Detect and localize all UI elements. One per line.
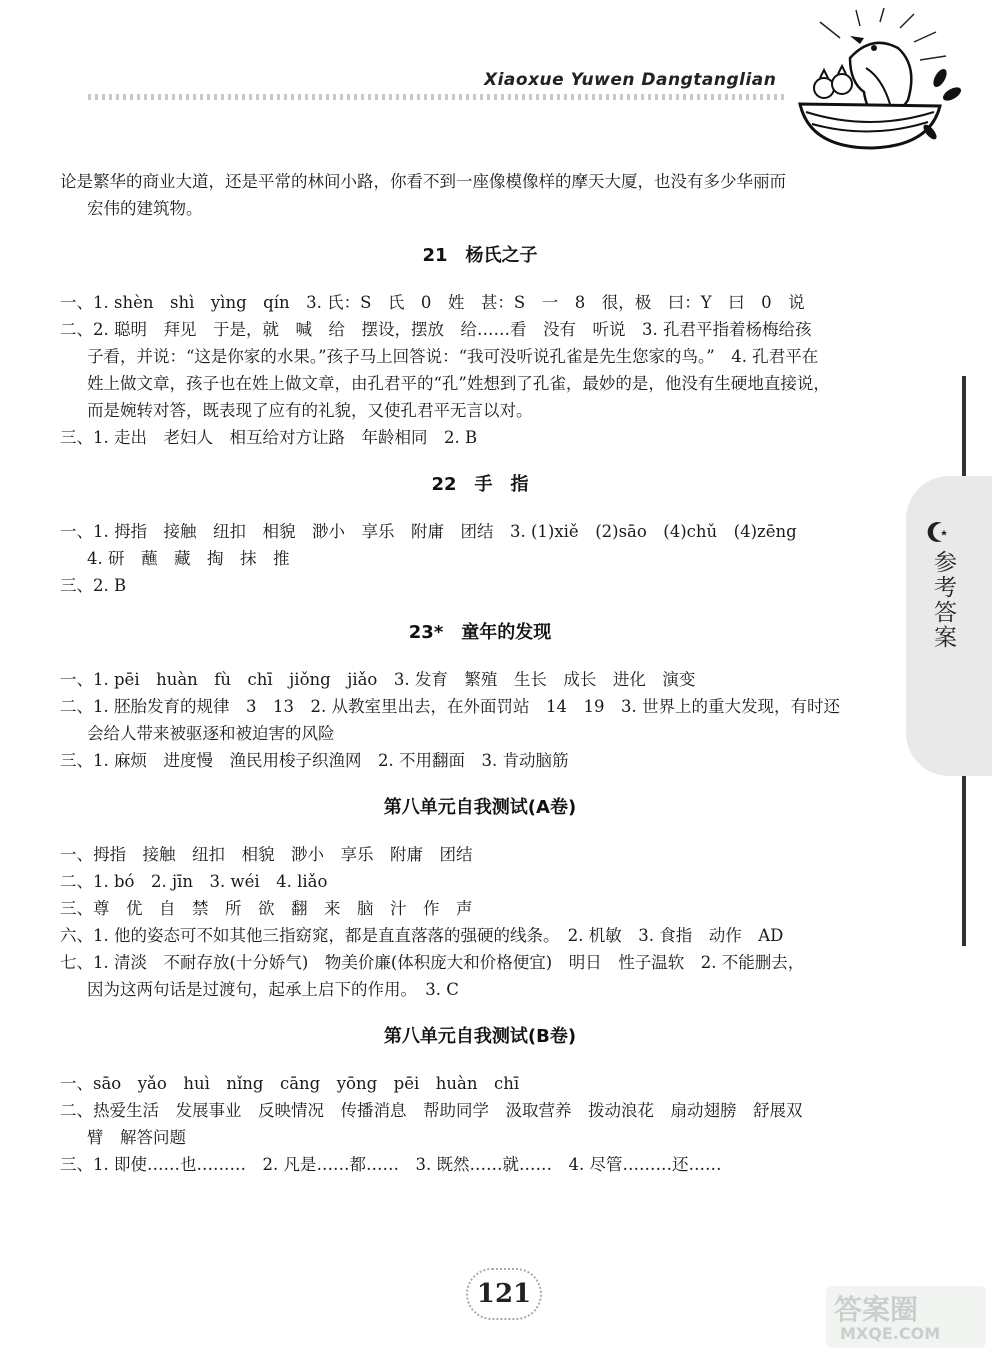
answer-line: 宏伟的建筑物。 — [87, 199, 203, 218]
answer-line: 子看，并说：“这是你家的水果。”孩子马上回答说：“我可没听说孔雀是先生您家的鸟。” 4. 孔君平在 — [87, 347, 819, 366]
answer-line: 4. 研 蘸 藏 掏 抹 推 — [87, 549, 290, 568]
answer-line: 一、1. shèn shì yìng qín 3. 氏：S 氏 0 姓 甚：S 一 8 很，极 曰：Y 曰 0 说 — [60, 293, 805, 312]
section-title: 23* 童年的发现 — [408, 622, 552, 643]
answer-line: 一、sāo yǎo huì nǐng cāng yōng pēi huàn chī — [60, 1074, 520, 1093]
answer-line: 二、热爱生活 发展事业 反映情况 传播消息 帮助同学 汲取营养 拨动浪花 扇动翅膀 舒展双 — [60, 1101, 803, 1120]
running-header: Xiaoxue Yuwen Dangtanglian — [484, 70, 777, 90]
answer-line: 臂 解答问题 — [87, 1128, 186, 1147]
answer-line: 三、2. B — [60, 576, 127, 595]
answer-line: 三、尊 优 自 禁 所 欲 翻 来 脑 汁 作 声 — [60, 899, 473, 918]
answer-line: 二、1. bó 2. jīn 3. wéi 4. liǎo — [60, 872, 328, 891]
bird-nest-icon — [780, 8, 970, 158]
side-tab-label: 参考答案 — [930, 550, 956, 650]
answer-line: 姓上做文章，孩子也在姓上做文章，由孔君平的“孔”姓想到了孔雀，最妙的是，他没有生硬地直接说， — [87, 374, 830, 393]
answer-line: 而是婉转对答，既表现了应有的礼貌，又使孔君平无言以对。 — [87, 401, 533, 420]
answer-line: 二、1. 胚胎发育的规律 3 13 2. 从教室里出去，在外面罚站 14 19 3. 世界上的重大发现，有时还 — [60, 697, 840, 716]
page-number: 121 — [466, 1268, 542, 1320]
answer-line: 六、1. 他的姿态可不如其他三指窈窕，都是直直落落的强硬的线条。 2. 机敏 3. 食指 动作 AD — [60, 926, 784, 945]
answer-line: 一、拇指 接触 纽扣 相貌 渺小 享乐 附庸 团结 — [60, 845, 473, 864]
section-title: 第八单元自我测试(B卷) — [383, 1026, 577, 1047]
answer-line: 七、1. 清淡 不耐存放(十分娇气) 物美价廉(体积庞大和价格便宜) 明日 性子温软 2. 不能删去， — [60, 953, 805, 972]
moon-star-icon — [926, 520, 950, 544]
answer-line: 一、1. pēi huàn fù chī jiǒng jiǎo 3. 发育 繁殖 生长 成长 进化 演变 — [60, 670, 696, 689]
answer-line: 三、1. 走出 老妇人 相互给对方让路 年龄相同 2. B — [60, 428, 478, 447]
answer-line: 一、1. 拇指 接触 纽扣 相貌 渺小 享乐 附庸 团结 3. (1)xiě (2)sāo (4)chǔ (4)zēng — [60, 522, 797, 541]
watermark-url: MXQE.COM — [840, 1324, 941, 1343]
answer-line: 会给人带来被驱逐和被迫害的风险 — [87, 724, 335, 743]
answer-line: 三、1. 即使……也……… 2. 凡是……都…… 3. 既然……就…… 4. 尽管………还…… — [60, 1155, 722, 1174]
section-title: 21 杨氏之子 — [422, 245, 538, 266]
answer-line: 论是繁华的商业大道，还是平常的林间小路，你看不到一座像模像样的摩天大厦，也没有多少华丽而 — [60, 172, 786, 191]
answer-line: 三、1. 麻烦 进度慢 渔民用梭子织渔网 2. 不用翻面 3. 肯动脑筋 — [60, 751, 569, 770]
answer-line: 因为这两句话是过渡句，起承上启下的作用。 3. C — [87, 980, 459, 999]
answer-line: 二、2. 聪明 拜见 于是，就 喊 给 摆设，摆放 给……看 没有 听说 3. 孔君平指着杨梅给孩 — [60, 320, 812, 339]
watermark-logo: 答案圈 — [834, 1293, 919, 1326]
header-dotted-rule — [88, 94, 788, 100]
answer-content — [60, 168, 900, 1178]
section-title: 22 手 指 — [431, 474, 529, 495]
watermark — [826, 1286, 986, 1348]
section-title: 第八单元自我测试(A卷) — [383, 797, 577, 818]
